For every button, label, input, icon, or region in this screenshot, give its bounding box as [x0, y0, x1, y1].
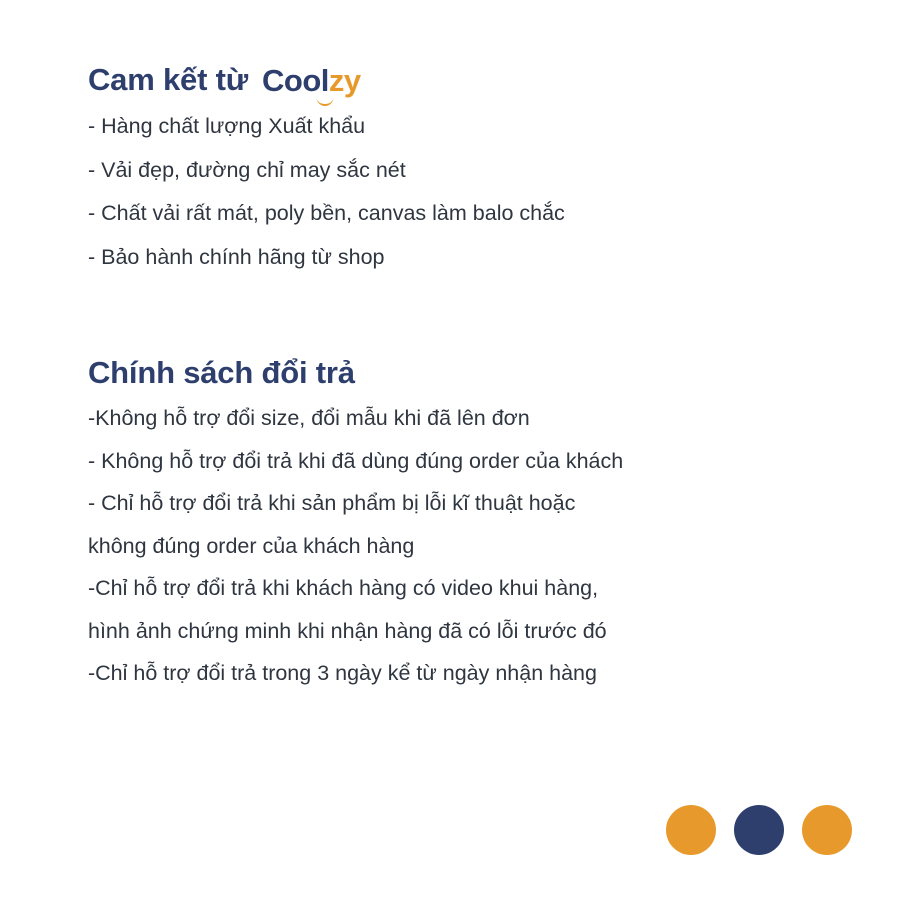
- dot-orange-right: [802, 805, 852, 855]
- list-item: -Chỉ hỗ trợ đổi trả khi khách hàng có video khui hàng,: [88, 576, 599, 600]
- brand-text-zy: zy: [328, 63, 361, 98]
- brand-text-cool: Coo: [262, 63, 321, 98]
- list-item: - Hàng chất lượng Xuất khẩu: [88, 114, 366, 138]
- list-item: - Bảo hành chính hãng từ shop: [88, 244, 385, 269]
- return-policy-heading: Chính sách đổi trả: [88, 355, 355, 390]
- commitment-heading: Cam kết từ: [88, 62, 248, 97]
- dot-navy-middle: [734, 805, 784, 855]
- return-policy-list: [88, 408, 878, 685]
- brand-smile-underline: l: [320, 63, 329, 98]
- return-policy-section: [88, 355, 878, 706]
- commitment-list: [88, 116, 848, 268]
- list-item: - Chỉ hỗ trợ đổi trả khi sản phẩm bị lỗi kĩ thuật hoặc: [88, 491, 576, 515]
- list-item: -Chỉ hỗ trợ đổi trả trong 3 ngày kể từ ngày nhận hàng: [88, 661, 597, 685]
- list-item: -Không hỗ trợ đổi size, đổi mẫu khi đã lên đơn: [88, 406, 530, 430]
- dot-orange-left: [666, 805, 716, 855]
- commitment-heading-row: [88, 62, 848, 98]
- list-item: - Vải đẹp, đường chỉ may sắc nét: [88, 157, 406, 182]
- list-item: - Không hỗ trợ đổi trả khi đã dùng đúng order của khách: [88, 448, 624, 473]
- commitment-section: [88, 62, 848, 290]
- list-item: không đúng order của khách hàng: [88, 533, 415, 558]
- list-item: hình ảnh chứng minh khi nhận hàng đã có lỗi trước đó: [88, 618, 607, 643]
- coolzy-logo: [262, 63, 361, 99]
- decorative-dots: [666, 805, 852, 855]
- list-item: - Chất vải rất mát, poly bền, canvas làm balo chắc: [88, 201, 565, 225]
